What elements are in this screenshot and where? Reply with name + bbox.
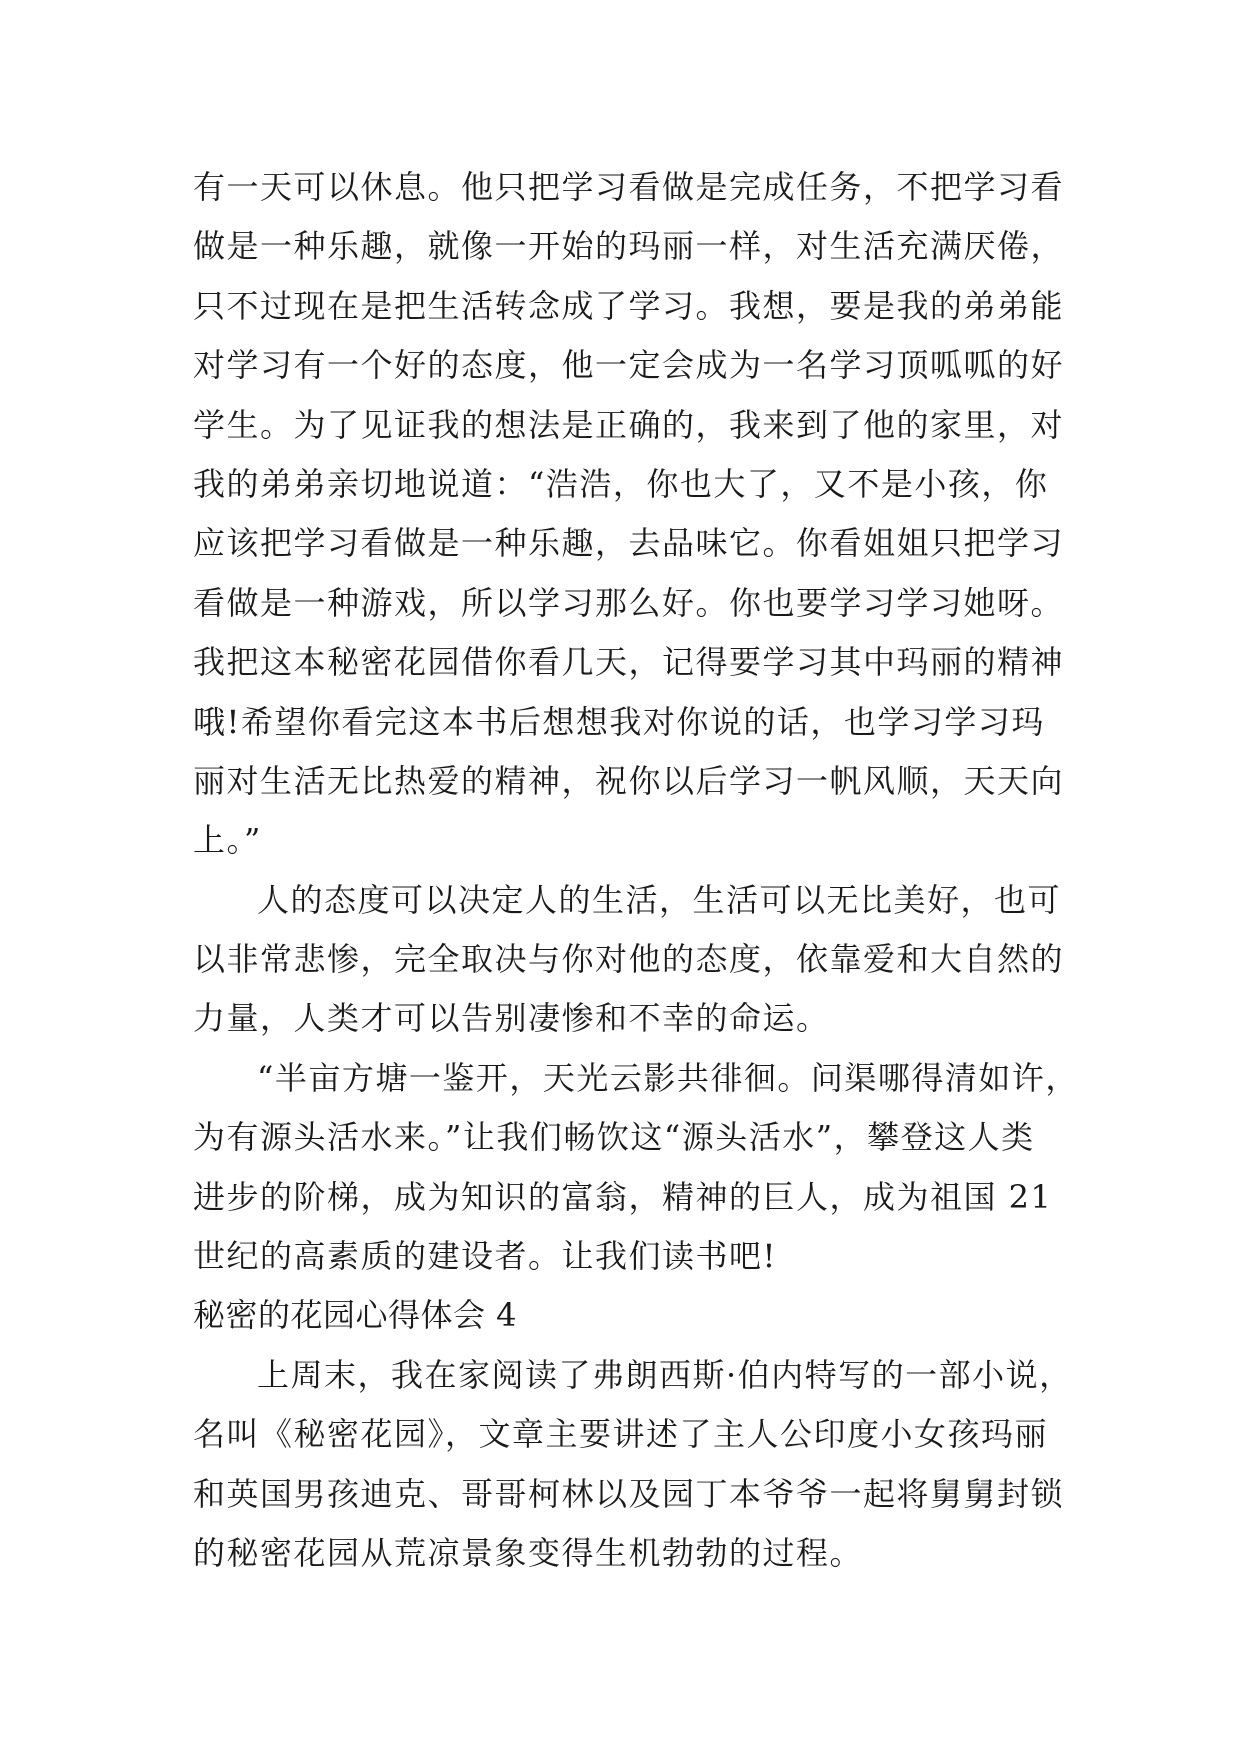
text-line: 有一天可以休息。他只把学习看做是完成任务，不把学习看 [193,168,1065,206]
text-line: 世纪的高素质的建设者。让我们读书吧! [193,1237,777,1276]
section-title: 秘密的花园心得体会 4 [193,1296,518,1335]
text-line: 力量，人类才可以告别凄惨和不幸的命运。 [193,999,830,1038]
paragraph-summary [193,1346,1073,1584]
paragraph-poem [193,1049,1079,1287]
text-line: 人的态度可以决定人的生活，生活可以无比美好，也可 [257,880,1062,919]
text-line: 丽对生活无比热爱的精神，祝你以后学习一帆风顺，天天向 [193,761,1065,800]
text-line: 应该把学习看做是一种乐趣，去品味它。你看姐姐只把学习 [193,524,1065,563]
paragraph-attitude [193,871,1065,1049]
section-heading [193,1286,1053,1345]
text-line: 进步的阶梯，成为知识的富翁，精神的巨人，成为祖国 21 [193,1177,1053,1216]
text-line: 的秘密花园从荒凉景象变得生机勃勃的过程。 [193,1533,864,1572]
paragraph-continued [193,158,1065,871]
text-line: 只不过现在是把生活转念成了学习。我想，要是我的弟弟能 [193,286,1065,325]
text-line: 做是一种乐趣，就像一开始的玛丽一样，对生活充满厌倦， [193,227,1065,266]
text-line: 上。” [193,821,262,860]
text-line: “半亩方塘一鉴开，天光云影共徘徊。问渠哪得清如许， [257,1058,1079,1097]
text-line: 上周末，我在家阅读了弗朗西斯·伯内特写的一部小说， [257,1355,1073,1394]
text-line: 哦!希望你看完这本书后想想我对你说的话，也学习学习玛 [193,702,1045,741]
text-line: 学生。为了见证我的想法是正确的，我来到了他的家里，对 [193,405,1065,444]
text-line: 以非常悲惨，完全取决与你对他的态度，依靠爱和大自然的 [193,940,1065,979]
text-line: 对学习有一个好的态度，他一定会成为一名学习顶呱呱的好 [193,346,1065,385]
text-line: 我把这本秘密花园借你看几天，记得要学习其中玛丽的精神 [193,643,1065,682]
text-line: 名叫《秘密花园》，文章主要讲述了主人公印度小女孩玛丽 [193,1415,1049,1454]
text-line: 和英国男孩迪克、哥哥柯林以及园丁本爷爷一起将舅舅封锁 [193,1474,1065,1513]
text-line: 看做是一种游戏，所以学习那么好。你也要学习学习她呀。 [193,583,1065,622]
text-line: 为有源头活水来。”让我们畅饮这“源头活水”，攀登这人类 [193,1118,1035,1157]
document-body [193,158,1079,1583]
text-line: 我的弟弟亲切地说道：“浩浩，你也大了，又不是小孩，你 [193,464,1049,503]
